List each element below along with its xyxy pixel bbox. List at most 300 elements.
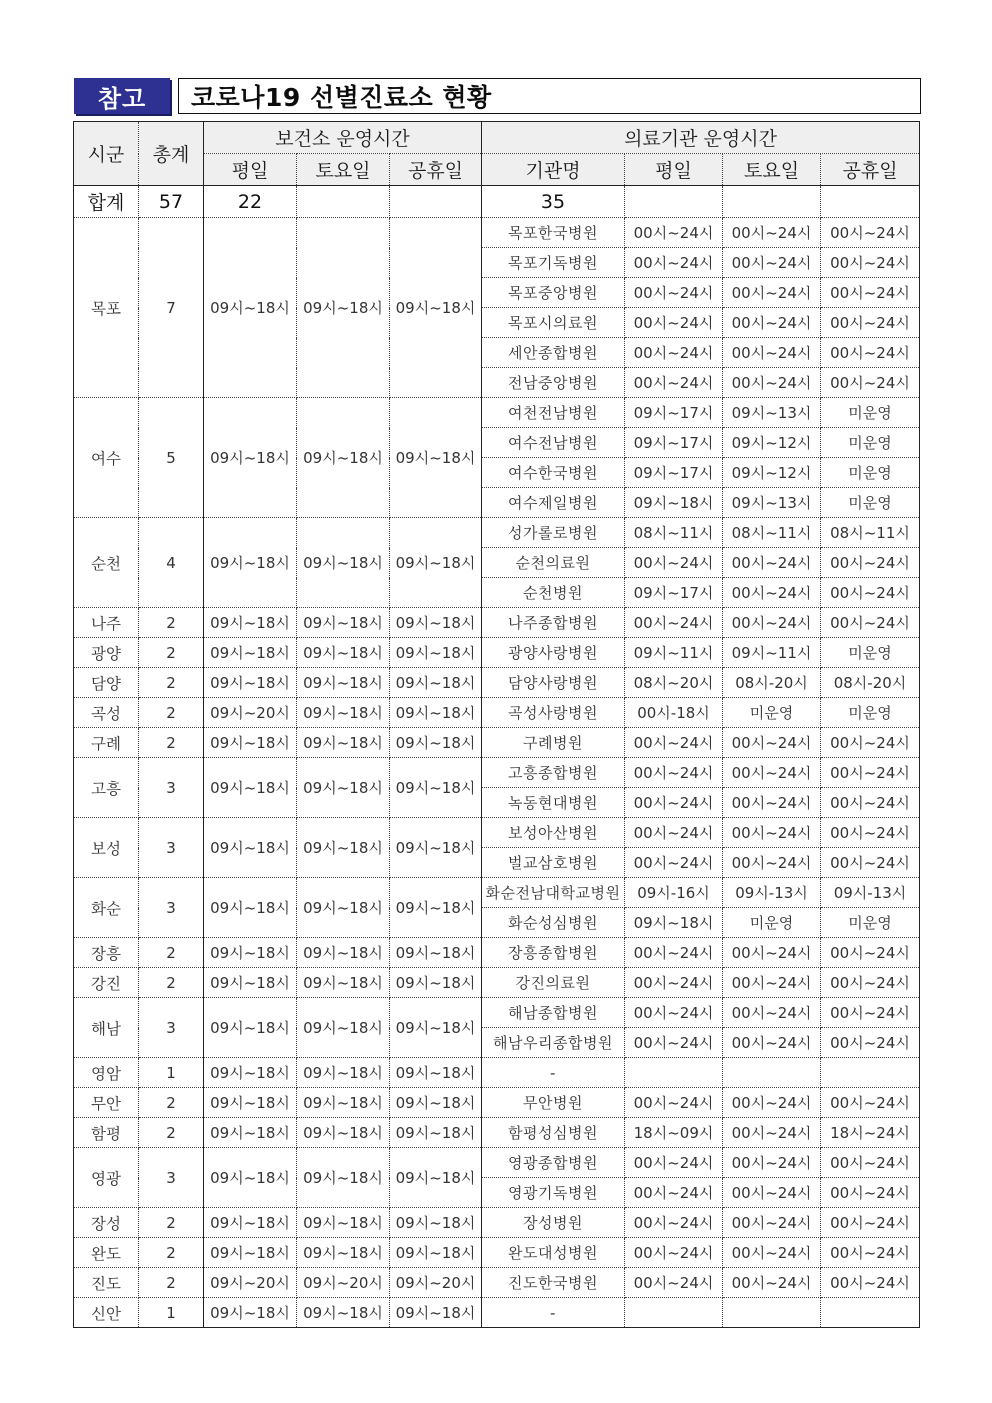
hc-weekday-hours: 09시~18시 <box>204 1058 297 1088</box>
region-total: 4 <box>139 518 204 608</box>
med-holiday-hours: 00시~24시 <box>821 1178 920 1208</box>
med-holiday-hours: 00시~24시 <box>821 218 920 248</box>
med-saturday-hours: 00시~24시 <box>723 1088 821 1118</box>
hc-holiday-hours: 09시~18시 <box>390 218 482 398</box>
institution-name: 녹동현대병원 <box>482 788 625 818</box>
med-saturday-hours: 00시~24시 <box>723 1238 821 1268</box>
hc-saturday-hours: 09시~18시 <box>297 938 390 968</box>
table-row <box>74 1118 920 1148</box>
med-holiday-hours: 00시~24시 <box>821 578 920 608</box>
table-row <box>74 728 920 758</box>
med-saturday-hours: 00시~24시 <box>723 308 821 338</box>
region-name: 나주 <box>74 608 139 638</box>
region-total: 2 <box>139 1208 204 1238</box>
med-saturday-hours: 00시~24시 <box>723 938 821 968</box>
med-saturday-hours: 00시~24시 <box>723 968 821 998</box>
institution-name: 성가롤로병원 <box>482 518 625 548</box>
med-weekday-hours: 00시~24시 <box>625 368 723 398</box>
region-total: 7 <box>139 218 204 398</box>
med-saturday-hours: 00시~24시 <box>723 818 821 848</box>
hc-holiday-hours: 09시~18시 <box>390 1058 482 1088</box>
region-name: 광양 <box>74 638 139 668</box>
institution-name: 화순전남대학교병원 <box>482 878 625 908</box>
title-bar <box>74 78 921 114</box>
med-weekday-hours: 08시~11시 <box>625 518 723 548</box>
institution-name: 영광기독병원 <box>482 1178 625 1208</box>
header-med-holiday: 공휴일 <box>821 154 920 186</box>
header-health-center-hours: 보건소 운영시간 <box>204 122 482 154</box>
hc-saturday-hours: 09시~18시 <box>297 1058 390 1088</box>
med-holiday-hours: 00시~24시 <box>821 968 920 998</box>
table-row <box>74 1208 920 1238</box>
summary-row <box>74 186 920 218</box>
hc-saturday-hours: 09시~18시 <box>297 668 390 698</box>
summary-health-centers: 22 <box>204 186 297 218</box>
hc-saturday-hours: 09시~18시 <box>297 1088 390 1118</box>
region-total: 2 <box>139 1268 204 1298</box>
med-holiday-hours: 00시~24시 <box>821 308 920 338</box>
institution-name: 담양사랑병원 <box>482 668 625 698</box>
region-total: 2 <box>139 668 204 698</box>
hc-holiday-hours: 09시~18시 <box>390 728 482 758</box>
hc-weekday-hours: 09시~18시 <box>204 1238 297 1268</box>
med-saturday-hours: 00시~24시 <box>723 728 821 758</box>
hc-saturday-hours: 09시~18시 <box>297 1298 390 1328</box>
table-row <box>74 398 920 428</box>
region-name: 구례 <box>74 728 139 758</box>
hc-saturday-hours: 09시~18시 <box>297 758 390 818</box>
med-saturday-hours: 00시~24시 <box>723 1028 821 1058</box>
med-weekday-hours: 00시~24시 <box>625 218 723 248</box>
med-holiday-hours <box>821 1298 920 1328</box>
table-row <box>74 938 920 968</box>
hc-holiday-hours: 09시~18시 <box>390 1208 482 1238</box>
med-holiday-hours: 미운영 <box>821 488 920 518</box>
region-total: 2 <box>139 638 204 668</box>
hc-weekday-hours: 09시~18시 <box>204 728 297 758</box>
hc-weekday-hours: 09시~18시 <box>204 1088 297 1118</box>
med-holiday-hours: 00시~24시 <box>821 938 920 968</box>
table-row <box>74 1238 920 1268</box>
screening-clinic-table <box>73 121 920 1328</box>
institution-name: - <box>482 1298 625 1328</box>
page-title: 코로나19 선별진료소 현황 <box>178 78 921 114</box>
summary-medical-institutions: 35 <box>482 186 625 218</box>
hc-saturday-hours: 09시~18시 <box>297 998 390 1058</box>
hc-saturday-hours: 09시~20시 <box>297 1268 390 1298</box>
med-saturday-hours: 09시~12시 <box>723 428 821 458</box>
reference-badge: 참고 <box>74 78 170 114</box>
hc-weekday-hours: 09시~18시 <box>204 968 297 998</box>
med-holiday-hours: 00시~24시 <box>821 998 920 1028</box>
institution-name: 해남종합병원 <box>482 998 625 1028</box>
region-name: 여수 <box>74 398 139 518</box>
med-weekday-hours: 09시~17시 <box>625 398 723 428</box>
region-name: 영광 <box>74 1148 139 1208</box>
med-saturday-hours: 00시~24시 <box>723 278 821 308</box>
institution-name: 진도한국병원 <box>482 1268 625 1298</box>
med-saturday-hours: 00시~24시 <box>723 608 821 638</box>
med-saturday-hours: 00시~24시 <box>723 338 821 368</box>
hc-weekday-hours: 09시~18시 <box>204 518 297 608</box>
summary-empty <box>297 186 390 218</box>
hc-holiday-hours: 09시~20시 <box>390 1268 482 1298</box>
med-saturday-hours: 00시~24시 <box>723 788 821 818</box>
med-weekday-hours: 00시~24시 <box>625 938 723 968</box>
med-holiday-hours: 09시-13시 <box>821 878 920 908</box>
hc-weekday-hours: 09시~18시 <box>204 878 297 938</box>
med-weekday-hours: 09시~17시 <box>625 458 723 488</box>
region-total: 3 <box>139 818 204 878</box>
hc-holiday-hours: 09시~18시 <box>390 1118 482 1148</box>
region-rows <box>74 218 920 1328</box>
med-holiday-hours: 08시~11시 <box>821 518 920 548</box>
region-name: 강진 <box>74 968 139 998</box>
med-saturday-hours: 09시~13시 <box>723 488 821 518</box>
institution-name: 여수전남병원 <box>482 428 625 458</box>
med-holiday-hours: 00시~24시 <box>821 608 920 638</box>
med-weekday-hours: 00시~24시 <box>625 1178 723 1208</box>
region-total: 3 <box>139 1148 204 1208</box>
institution-name: 전남중앙병원 <box>482 368 625 398</box>
header-med-name: 기관명 <box>482 154 625 186</box>
hc-weekday-hours: 09시~20시 <box>204 698 297 728</box>
med-saturday-hours: 00시~24시 <box>723 548 821 578</box>
hc-holiday-hours: 09시~18시 <box>390 698 482 728</box>
region-name: 장성 <box>74 1208 139 1238</box>
region-name: 목포 <box>74 218 139 398</box>
med-saturday-hours: 00시~24시 <box>723 998 821 1028</box>
table-row <box>74 638 920 668</box>
region-total: 5 <box>139 398 204 518</box>
hc-weekday-hours: 09시~18시 <box>204 818 297 878</box>
institution-name: 목포시의료원 <box>482 308 625 338</box>
institution-name: 여수제일병원 <box>482 488 625 518</box>
med-saturday-hours: 00시~24시 <box>723 848 821 878</box>
med-saturday-hours: 미운영 <box>723 908 821 938</box>
hc-holiday-hours: 09시~18시 <box>390 668 482 698</box>
hc-weekday-hours: 09시~18시 <box>204 1298 297 1328</box>
med-saturday-hours: 00시~24시 <box>723 218 821 248</box>
hc-saturday-hours: 09시~18시 <box>297 218 390 398</box>
med-weekday-hours: 00시~24시 <box>625 998 723 1028</box>
table-row <box>74 518 920 548</box>
med-saturday-hours: 00시~24시 <box>723 1148 821 1178</box>
header-medical-institution-hours: 의료기관 운영시간 <box>482 122 920 154</box>
hc-weekday-hours: 09시~18시 <box>204 638 297 668</box>
institution-name: 곡성사랑병원 <box>482 698 625 728</box>
hc-saturday-hours: 09시~18시 <box>297 968 390 998</box>
med-weekday-hours <box>625 1298 723 1328</box>
med-weekday-hours: 00시~24시 <box>625 608 723 638</box>
med-holiday-hours: 00시~24시 <box>821 848 920 878</box>
med-saturday-hours: 00시~24시 <box>723 578 821 608</box>
region-name: 해남 <box>74 998 139 1058</box>
hc-weekday-hours: 09시~18시 <box>204 998 297 1058</box>
med-saturday-hours: 09시-13시 <box>723 878 821 908</box>
med-weekday-hours: 00시~24시 <box>625 818 723 848</box>
hc-holiday-hours: 09시~18시 <box>390 998 482 1058</box>
region-total: 2 <box>139 608 204 638</box>
institution-name: 화순성심병원 <box>482 908 625 938</box>
med-holiday-hours: 00시~24시 <box>821 1268 920 1298</box>
med-saturday-hours: 00시~24시 <box>723 248 821 278</box>
summary-total: 57 <box>139 186 204 218</box>
region-total: 1 <box>139 1298 204 1328</box>
med-holiday-hours: 미운영 <box>821 458 920 488</box>
med-weekday-hours: 09시~11시 <box>625 638 723 668</box>
med-weekday-hours: 00시~24시 <box>625 1148 723 1178</box>
med-weekday-hours: 00시~24시 <box>625 848 723 878</box>
med-weekday-hours: 00시~24시 <box>625 1088 723 1118</box>
med-weekday-hours: 00시~24시 <box>625 548 723 578</box>
hc-holiday-hours: 09시~18시 <box>390 968 482 998</box>
region-name: 화순 <box>74 878 139 938</box>
table-row <box>74 218 920 248</box>
hc-saturday-hours: 09시~18시 <box>297 1208 390 1238</box>
med-weekday-hours: 00시~24시 <box>625 1208 723 1238</box>
med-saturday-hours: 00시~24시 <box>723 368 821 398</box>
table-row <box>74 1268 920 1298</box>
institution-name: - <box>482 1058 625 1088</box>
hc-weekday-hours: 09시~18시 <box>204 938 297 968</box>
hc-saturday-hours: 09시~18시 <box>297 638 390 668</box>
institution-name: 목포중앙병원 <box>482 278 625 308</box>
hc-saturday-hours: 09시~18시 <box>297 1148 390 1208</box>
region-name: 함평 <box>74 1118 139 1148</box>
hc-holiday-hours: 09시~18시 <box>390 938 482 968</box>
med-holiday-hours: 00시~24시 <box>821 1028 920 1058</box>
med-weekday-hours: 00시~24시 <box>625 308 723 338</box>
med-saturday-hours <box>723 1058 821 1088</box>
region-name: 곡성 <box>74 698 139 728</box>
hc-holiday-hours: 09시~18시 <box>390 758 482 818</box>
med-weekday-hours: 09시~18시 <box>625 488 723 518</box>
header-med-saturday: 토요일 <box>723 154 821 186</box>
med-weekday-hours: 00시~24시 <box>625 338 723 368</box>
summary-empty <box>723 186 821 218</box>
med-weekday-hours <box>625 1058 723 1088</box>
institution-name: 순천의료원 <box>482 548 625 578</box>
header-hc-weekday: 평일 <box>204 154 297 186</box>
med-saturday-hours: 09시~13시 <box>723 398 821 428</box>
med-saturday-hours <box>723 1298 821 1328</box>
header-region: 시군 <box>74 122 139 186</box>
hc-weekday-hours: 09시~18시 <box>204 1118 297 1148</box>
table-row <box>74 1058 920 1088</box>
region-name: 고흥 <box>74 758 139 818</box>
hc-saturday-hours: 09시~18시 <box>297 878 390 938</box>
institution-name: 목포기독병원 <box>482 248 625 278</box>
institution-name: 나주종합병원 <box>482 608 625 638</box>
summary-empty <box>390 186 482 218</box>
med-holiday-hours: 미운영 <box>821 428 920 458</box>
institution-name: 구례병원 <box>482 728 625 758</box>
hc-weekday-hours: 09시~18시 <box>204 758 297 818</box>
med-holiday-hours: 00시~24시 <box>821 368 920 398</box>
med-holiday-hours: 미운영 <box>821 908 920 938</box>
med-weekday-hours: 00시~24시 <box>625 968 723 998</box>
institution-name: 목포한국병원 <box>482 218 625 248</box>
region-total: 2 <box>139 938 204 968</box>
table-row <box>74 818 920 848</box>
institution-name: 영광종합병원 <box>482 1148 625 1178</box>
med-holiday-hours: 00시~24시 <box>821 1148 920 1178</box>
hc-holiday-hours: 09시~18시 <box>390 638 482 668</box>
hc-weekday-hours: 09시~20시 <box>204 1268 297 1298</box>
med-holiday-hours: 00시~24시 <box>821 728 920 758</box>
hc-weekday-hours: 09시~18시 <box>204 1208 297 1238</box>
region-total: 3 <box>139 998 204 1058</box>
med-holiday-hours: 08시-20시 <box>821 668 920 698</box>
med-weekday-hours: 18시~09시 <box>625 1118 723 1148</box>
med-holiday-hours: 미운영 <box>821 698 920 728</box>
region-total: 3 <box>139 758 204 818</box>
institution-name: 함평성심병원 <box>482 1118 625 1148</box>
region-name: 보성 <box>74 818 139 878</box>
med-holiday-hours: 미운영 <box>821 398 920 428</box>
hc-holiday-hours: 09시~18시 <box>390 1148 482 1208</box>
hc-holiday-hours: 09시~18시 <box>390 818 482 878</box>
hc-saturday-hours: 09시~18시 <box>297 728 390 758</box>
med-saturday-hours: 00시~24시 <box>723 1208 821 1238</box>
med-holiday-hours: 00시~24시 <box>821 1088 920 1118</box>
hc-weekday-hours: 09시~18시 <box>204 398 297 518</box>
institution-name: 무안병원 <box>482 1088 625 1118</box>
institution-name: 세안종합병원 <box>482 338 625 368</box>
med-weekday-hours: 00시~24시 <box>625 728 723 758</box>
med-saturday-hours: 미운영 <box>723 698 821 728</box>
institution-name: 완도대성병원 <box>482 1238 625 1268</box>
med-saturday-hours: 08시~11시 <box>723 518 821 548</box>
institution-name: 장흥종합병원 <box>482 938 625 968</box>
hc-holiday-hours: 09시~18시 <box>390 398 482 518</box>
hc-weekday-hours: 09시~18시 <box>204 218 297 398</box>
med-weekday-hours: 00시~24시 <box>625 1238 723 1268</box>
institution-name: 해남우리종합병원 <box>482 1028 625 1058</box>
region-total: 2 <box>139 968 204 998</box>
region-name: 완도 <box>74 1238 139 1268</box>
institution-name: 장성병원 <box>482 1208 625 1238</box>
med-weekday-hours: 00시~24시 <box>625 278 723 308</box>
region-total: 3 <box>139 878 204 938</box>
hc-holiday-hours: 09시~18시 <box>390 1238 482 1268</box>
region-name: 진도 <box>74 1268 139 1298</box>
med-holiday-hours: 00시~24시 <box>821 548 920 578</box>
hc-saturday-hours: 09시~18시 <box>297 698 390 728</box>
med-weekday-hours: 08시~20시 <box>625 668 723 698</box>
region-name: 무안 <box>74 1088 139 1118</box>
med-holiday-hours: 00시~24시 <box>821 818 920 848</box>
med-saturday-hours: 08시-20시 <box>723 668 821 698</box>
med-weekday-hours: 00시~24시 <box>625 1028 723 1058</box>
hc-saturday-hours: 09시~18시 <box>297 398 390 518</box>
summary-empty <box>625 186 723 218</box>
summary-label: 합계 <box>74 186 139 218</box>
med-holiday-hours: 00시~24시 <box>821 248 920 278</box>
region-name: 담양 <box>74 668 139 698</box>
hc-weekday-hours: 09시~18시 <box>204 1148 297 1208</box>
med-holiday-hours: 00시~24시 <box>821 338 920 368</box>
hc-holiday-hours: 09시~18시 <box>390 878 482 938</box>
hc-saturday-hours: 09시~18시 <box>297 608 390 638</box>
region-total: 2 <box>139 1238 204 1268</box>
hc-holiday-hours: 09시~18시 <box>390 518 482 608</box>
med-holiday-hours: 00시~24시 <box>821 1208 920 1238</box>
region-name: 순천 <box>74 518 139 608</box>
header-hc-saturday: 토요일 <box>297 154 390 186</box>
institution-name: 여천전남병원 <box>482 398 625 428</box>
med-saturday-hours: 00시~24시 <box>723 1178 821 1208</box>
region-total: 2 <box>139 1118 204 1148</box>
hc-saturday-hours: 09시~18시 <box>297 518 390 608</box>
region-name: 신안 <box>74 1298 139 1328</box>
med-weekday-hours: 09시-16시 <box>625 878 723 908</box>
med-weekday-hours: 00시~24시 <box>625 758 723 788</box>
institution-name: 광양사랑병원 <box>482 638 625 668</box>
med-weekday-hours: 09시~17시 <box>625 578 723 608</box>
table-row <box>74 1088 920 1118</box>
table-row <box>74 968 920 998</box>
header-med-weekday: 평일 <box>625 154 723 186</box>
med-saturday-hours: 09시~11시 <box>723 638 821 668</box>
institution-name: 보성아산병원 <box>482 818 625 848</box>
institution-name: 고흥종합병원 <box>482 758 625 788</box>
table-row <box>74 878 920 908</box>
region-total: 2 <box>139 1088 204 1118</box>
summary-empty <box>821 186 920 218</box>
region-total: 1 <box>139 1058 204 1088</box>
med-weekday-hours: 00시~24시 <box>625 1268 723 1298</box>
med-holiday-hours <box>821 1058 920 1088</box>
table-row <box>74 1298 920 1328</box>
hc-holiday-hours: 09시~18시 <box>390 608 482 638</box>
region-name: 영암 <box>74 1058 139 1088</box>
hc-saturday-hours: 09시~18시 <box>297 1118 390 1148</box>
hc-holiday-hours: 09시~18시 <box>390 1088 482 1118</box>
table-row <box>74 758 920 788</box>
table-row <box>74 608 920 638</box>
table-row <box>74 1148 920 1178</box>
med-saturday-hours: 09시~12시 <box>723 458 821 488</box>
med-holiday-hours: 00시~24시 <box>821 788 920 818</box>
med-weekday-hours: 00시~24시 <box>625 788 723 818</box>
institution-name: 강진의료원 <box>482 968 625 998</box>
med-weekday-hours: 09시~18시 <box>625 908 723 938</box>
region-name: 장흥 <box>74 938 139 968</box>
table-row <box>74 668 920 698</box>
institution-name: 여수한국병원 <box>482 458 625 488</box>
med-weekday-hours: 00시-18시 <box>625 698 723 728</box>
med-saturday-hours: 00시~24시 <box>723 1118 821 1148</box>
table-row <box>74 698 920 728</box>
med-weekday-hours: 09시~17시 <box>625 428 723 458</box>
med-holiday-hours: 00시~24시 <box>821 1238 920 1268</box>
region-total: 2 <box>139 728 204 758</box>
med-weekday-hours: 00시~24시 <box>625 248 723 278</box>
med-holiday-hours: 00시~24시 <box>821 758 920 788</box>
header-total: 총계 <box>139 122 204 186</box>
institution-name: 벌교삼호병원 <box>482 848 625 878</box>
region-total: 2 <box>139 698 204 728</box>
med-holiday-hours: 00시~24시 <box>821 278 920 308</box>
header-hc-holiday: 공휴일 <box>390 154 482 186</box>
med-saturday-hours: 00시~24시 <box>723 758 821 788</box>
med-holiday-hours: 미운영 <box>821 638 920 668</box>
hc-saturday-hours: 09시~18시 <box>297 1238 390 1268</box>
hc-saturday-hours: 09시~18시 <box>297 818 390 878</box>
hc-holiday-hours: 09시~18시 <box>390 1298 482 1328</box>
